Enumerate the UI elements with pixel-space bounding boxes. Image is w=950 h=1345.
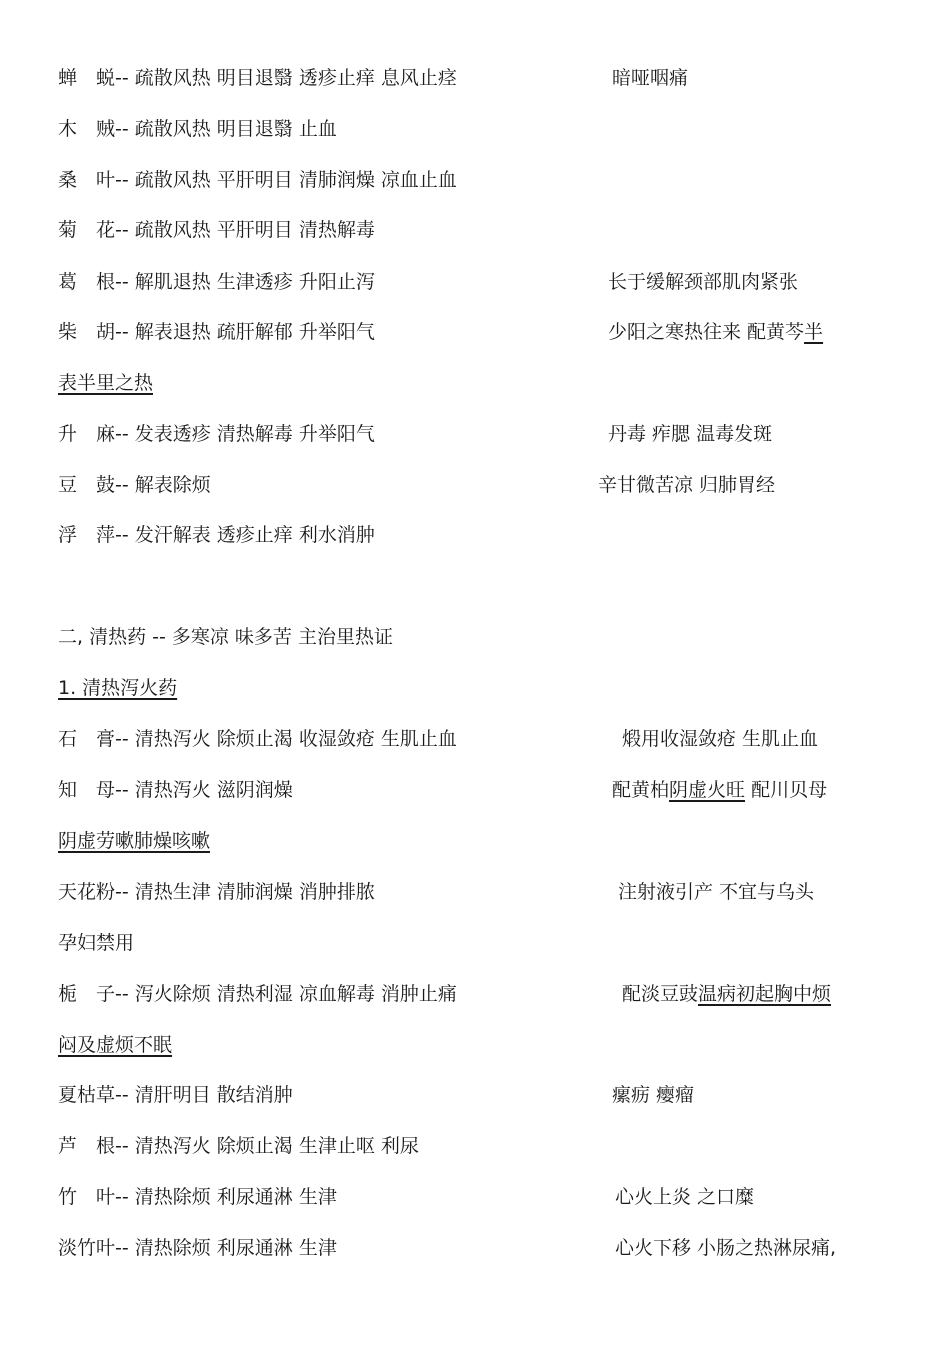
herb-function: 浮 萍-- 发汗解表 透疹止痒 利水消肿 — [58, 524, 375, 546]
herb-note: 长于缓解颈部肌肉紧张 — [608, 271, 799, 293]
herb-note-continuation: 孕妇禁用 — [58, 932, 135, 954]
herb-note: 瘰疬 瘿瘤 — [612, 1084, 695, 1106]
subsection-heading-text: 1. 清热泻火药 — [58, 677, 178, 699]
herb-note: 心火下移 小肠之热淋尿痛, — [615, 1237, 837, 1259]
herb-function: 天花粉-- 清热生津 清肺润燥 消肿排脓 — [58, 881, 375, 903]
herb-note-underlined: 温病初起胸中烦 — [698, 983, 832, 1005]
herb-function: 栀 子-- 泻火除烦 清热利湿 凉血解毒 消肿止痛 — [58, 983, 457, 1005]
herb-function: 竹 叶-- 清热除烦 利尿通淋 生津 — [58, 1186, 337, 1208]
herb-note-continuation: 闷及虚烦不眠 — [58, 1034, 173, 1056]
herb-note: 煅用收湿敛疮 生肌止血 — [622, 728, 819, 750]
herb-note: 少阳之寒热往来 配黄芩半 — [608, 321, 824, 343]
herb-note-underlined: 阴虚火旺 — [669, 779, 746, 801]
herb-function: 桑 叶-- 疏散风热 平肝明目 清肺润燥 凉血止血 — [58, 169, 457, 191]
herb-function: 淡竹叶-- 清热除烦 利尿通淋 生津 — [58, 1237, 337, 1259]
herb-function: 蝉 蜕-- 疏散风热 明目退翳 透疹止痒 息风止痉 — [58, 67, 457, 89]
herb-function: 菊 花-- 疏散风热 平肝明目 清热解毒 — [58, 219, 375, 241]
herb-function: 升 麻-- 发表透疹 清热解毒 升举阳气 — [58, 423, 375, 445]
herb-function: 豆 鼓-- 解表除烦 — [58, 474, 211, 496]
herb-function: 芦 根-- 清热泻火 除烦止渴 生津止呕 利尿 — [58, 1135, 419, 1157]
herb-function: 木 贼-- 疏散风热 明目退翳 止血 — [58, 118, 337, 140]
herb-note: 暗哑咽痛 — [612, 67, 689, 89]
herb-function: 知 母-- 清热泻火 滋阴润燥 — [58, 779, 293, 801]
herb-function: 夏枯草-- 清肝明目 散结消肿 — [58, 1084, 293, 1106]
herb-note: 心火上炎 之口糜 — [615, 1186, 755, 1208]
herb-note: 注射液引产 不宜与乌头 — [618, 881, 815, 903]
herb-note-continuation: 表半里之热 — [58, 372, 154, 394]
herb-function: 柴 胡-- 解表退热 疏肝解郁 升举阳气 — [58, 321, 375, 343]
herb-note: 配淡豆豉温病初起胸中烦 — [622, 983, 832, 1005]
herb-function: 葛 根-- 解肌退热 生津透疹 升阳止泻 — [58, 271, 375, 293]
herb-note: 辛甘微苦凉 归肺胃经 — [598, 474, 776, 496]
section-heading-text: 二, 清热药 -- 多寒凉 味多苦 主治里热证 — [58, 626, 393, 648]
herb-note-underlined: 半 — [804, 321, 824, 343]
herb-note: 配黄柏阴虚火旺 配川贝母 — [612, 779, 828, 801]
herb-note: 丹毒 痄腮 温毒发斑 — [608, 423, 773, 445]
herb-function: 石 膏-- 清热泻火 除烦止渴 收湿敛疮 生肌止血 — [58, 728, 457, 750]
herb-note-continuation: 阴虚劳嗽肺燥咳嗽 — [58, 830, 211, 852]
